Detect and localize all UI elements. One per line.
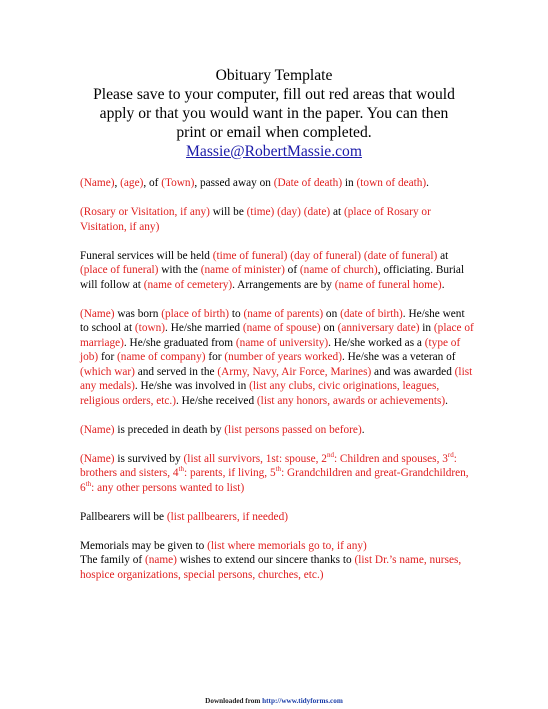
static-text: was born [114,307,162,320]
static-text: on [320,322,338,334]
fill-in-field: (Town) [161,177,195,189]
fill-in-field: (list persons passed on before) [224,423,362,436]
biography-paragraph [80,307,476,409]
instruction-line-3: print or email when completed. [176,124,372,141]
fill-in-field: th [178,465,184,474]
static-text: Funeral services will be held [80,249,213,262]
static-text: . [445,394,448,407]
fill-in-field: (Name) [80,452,115,465]
fill-in-field: (town of death) [356,177,427,189]
fill-in-field: (list all survivors, 1st: spouse, 2 [183,452,327,465]
survived-by-paragraph [80,452,476,496]
static-text: for [98,351,118,363]
static-text: and served in the [134,365,218,378]
fill-in-field: (list pallbearers, if needed) [166,510,288,523]
fill-in-field: (date of birth) [340,307,403,320]
fill-in-field: (list where memorials go to, if any) [207,539,367,552]
fill-in-field: (name of cemetery) [143,278,233,291]
fill-in-field: (Rosary or Visitation, if any) [80,206,210,218]
static-text: for [205,351,225,363]
fill-in-field: (date) [303,206,331,218]
fill-in-field: (name) [144,554,177,566]
fill-in-field: : Grandchildren and great-Grandchildren, 6 [80,467,469,494]
fill-in-field: (type of job) [80,336,461,363]
static-text: in [419,322,434,334]
document-header [60,66,488,161]
static-text: is preceded in death by [114,423,225,436]
fill-in-field: nd [326,450,334,459]
static-text: , of [143,177,162,189]
static-text: wishes to extend our sincere thanks to [176,554,355,566]
preceded-in-death-paragraph [80,423,476,438]
fill-in-field: rd [447,450,454,459]
static-text: at [437,249,449,262]
fill-in-field: (day of funeral) [290,249,362,262]
fill-in-field: (date of funeral) [363,249,438,262]
static-text: at [330,206,344,218]
static-text: . He/she worked as a [328,336,425,349]
fill-in-field: (age) [120,177,144,189]
fill-in-field: (place of marriage) [80,322,474,349]
fill-in-field: (place of funeral) [80,264,159,276]
footer-prefix: Downloaded from [205,697,263,705]
fill-in-field: (time of funeral) [212,249,288,262]
fill-in-field: (Date of death) [273,177,343,189]
fill-in-field: (list any honors, awards or achievements) [256,394,446,407]
fill-in-field: (list any clubs, civic originations, leagues, religious orders, etc.) [80,380,440,407]
fill-in-field: (name of church) [299,264,378,276]
static-text: , passed away on [194,177,274,189]
fill-in-field: (town) [134,322,166,334]
fill-in-field: (name of university) [235,336,329,349]
static-text: in [342,177,357,189]
static-text: , officiating. Burial will follow at [80,264,465,291]
fill-in-field: (Army, Navy, Air Force, Marines) [217,365,372,378]
fill-in-field: (name of spouse) [242,322,321,334]
static-text: is survived by [114,452,184,465]
fill-in-field: (name of funeral home) [334,278,442,291]
fill-in-field: (list any medals) [80,365,473,392]
fill-in-field: : brothers and sisters, 4 [80,452,457,479]
static-text: of [284,264,300,276]
static-text: will be [209,206,247,218]
static-text: . He/she received [176,394,257,407]
download-footer [0,697,548,705]
fill-in-field: th [85,479,92,488]
funeral-services-paragraph [80,249,476,293]
static-text: . He/she went to school at [80,307,465,334]
fill-in-field: (Name) [80,307,115,320]
fill-in-field: (Name) [80,177,115,189]
static-text: . [426,177,429,189]
fill-in-field: (name of parents) [243,307,324,320]
static-text: on [323,307,341,320]
obituary-body [80,176,476,597]
static-text: . [361,423,365,436]
fill-in-field: (which war) [80,365,135,378]
static-text: The family of [80,554,145,566]
rosary-visitation-paragraph [80,205,476,234]
fill-in-field: : Children and spouses, 3 [333,452,448,465]
fill-in-field: : any other persons wanted to list) [91,481,245,494]
fill-in-field: (day) [277,206,301,218]
instruction-line-2: apply or that you would want in the paper. You can then [99,105,449,122]
fill-in-field: (number of years worked) [224,351,342,363]
contact-email-link[interactable]: Massie@RobertMassie.com [186,143,362,160]
fill-in-field: (time) [246,206,275,218]
fill-in-field: (name of minister) [200,264,285,276]
static-text: . He/she was a veteran of [341,351,456,363]
death-announcement-paragraph [80,176,476,191]
static-text: . He/she was involved in [134,380,250,392]
fill-in-field: : parents, if living, 5 [183,467,276,479]
fill-in-field: th [275,465,282,474]
static-text: , [114,177,121,189]
static-text: to [229,307,244,320]
static-text: Memorials may be given to [80,539,208,552]
fill-in-field: (place of birth) [161,307,229,320]
fill-in-field: (name of company) [117,351,206,363]
document-title: Obituary Template [215,67,333,84]
fill-in-field: (list Dr.’s name, nurses, hospice organizations, special persons, churches, etc.) [80,554,462,581]
static-text: with the [158,264,201,276]
fill-in-field: (anniversary date) [337,322,420,334]
fill-in-field: (place of Rosary or Visitation, if any) [80,206,431,233]
static-text: . Arrangements are by [232,278,335,291]
footer-url-link[interactable]: http://www.tidyforms.com [262,697,343,705]
pallbearers-paragraph [80,510,476,525]
instruction-line-1: Please save to your computer, fill out red areas that would [93,86,455,103]
fill-in-field: (Name) [80,423,115,436]
memorials-thanks-paragraph [80,539,476,583]
static-text: Pallbearers will be [80,510,167,523]
static-text: . He/she graduated from [123,336,236,349]
static-text: and was awarded [371,365,455,378]
static-text: . He/she married [165,322,243,334]
static-text: . [441,278,445,291]
